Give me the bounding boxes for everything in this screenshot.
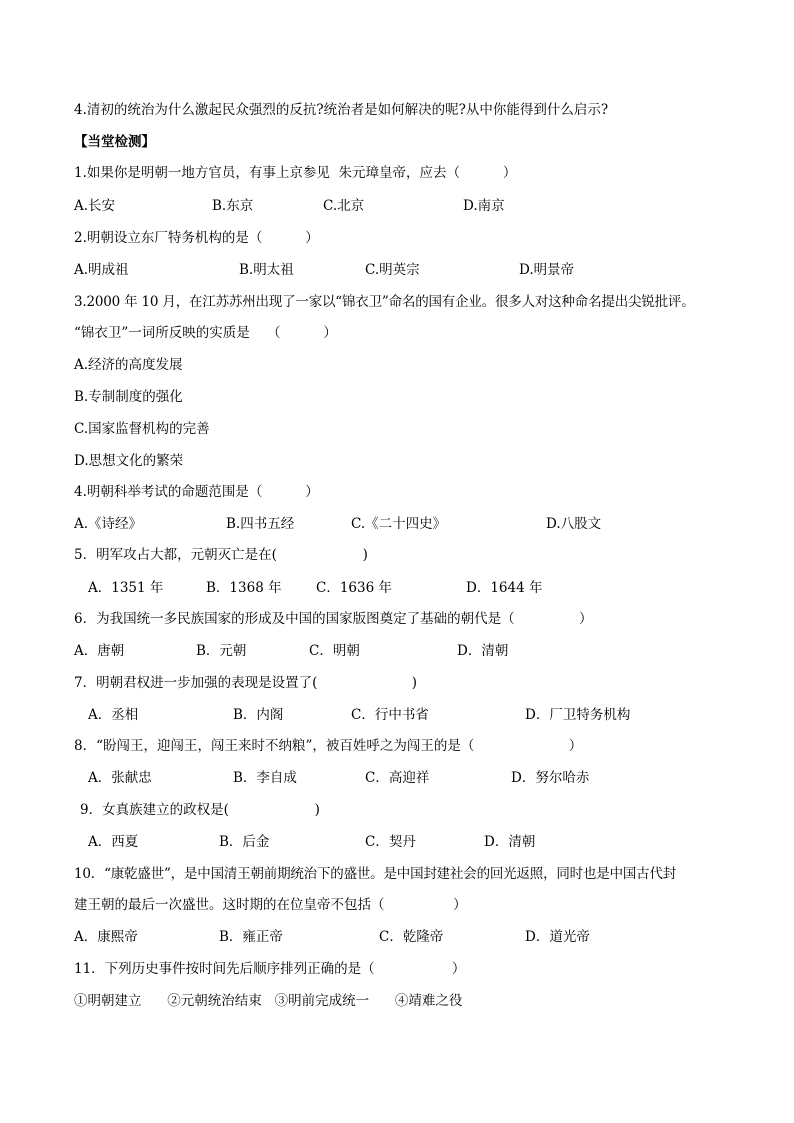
- question-1-option-d: D.南京: [463, 198, 505, 214]
- question-10-option-b: B．雍正帝: [219, 929, 283, 945]
- question-2-option-d: D.明景帝: [519, 262, 575, 278]
- question-1-stem: 1.如果你是明朝一地方官员，有事上京参见 朱元璋皇帝，应去（ ）: [74, 165, 517, 181]
- question-9-option-c: C．契丹: [365, 834, 416, 850]
- question-10-option-d: D．道光帝: [525, 929, 590, 945]
- question-2-stem: 2.明朝设立东厂特务机构的是（ ）: [74, 230, 319, 246]
- question-10-option-a: A．康熙帝: [74, 929, 138, 945]
- question-11-items: ①明朝建立 ②元朝统治结束 ③明前完成统一 ④靖难之役: [74, 993, 463, 1009]
- question-5-stem: 5．明军攻占大都，元朝灭亡是在( ): [74, 547, 368, 563]
- question-3-option-b: B.专制制度的强化: [74, 389, 183, 405]
- question-4-option-a: A.《诗经》: [74, 516, 143, 532]
- question-7-option-c: C．行中书省: [351, 707, 429, 723]
- question-4-stem: 4.明朝科举考试的命题范围是（ ）: [74, 484, 319, 500]
- question-10-stem: 10．“康乾盛世”，是中国清王朝前期统治下的盛世。是中国封建社会的回光返照，同时也是中国古代封: [74, 866, 677, 882]
- question-8-stem: 8．“盼闯王，迎闯王，闯王来时不纳粮”，被百姓呼之为闯王的是（ ）: [74, 738, 583, 754]
- question-3-stem-cont: “锦衣卫”一词所反映的实质是 （ ）: [74, 325, 337, 341]
- question-5-option-d: D．1644 年: [466, 580, 543, 596]
- question-11-stem: 11．下列历史事件按时间先后顺序排列正确的是（ ）: [74, 961, 466, 977]
- question-4-option-d: D.八股文: [546, 516, 602, 532]
- question-10-stem-cont: 建王朝的最后一次盛世。这时期的在位皇帝不包括（ ）: [74, 897, 467, 913]
- question-6-option-d: D．清朝: [457, 643, 509, 659]
- question-10-option-c: C．乾隆帝: [379, 929, 444, 945]
- question-2-option-a: A.明成祖: [74, 262, 129, 278]
- question-7-option-a: A．丞相: [88, 707, 139, 723]
- question-4-option-c: C.《二十四史》: [351, 516, 447, 532]
- question-8-option-b: B．李自成: [233, 770, 297, 786]
- question-1-option-a: A.长安: [74, 198, 116, 214]
- question-9-option-a: A．西夏: [88, 834, 139, 850]
- question-8-option-d: D．努尔哈赤: [511, 770, 590, 786]
- question-3-option-a: A.经济的高度发展: [74, 357, 183, 373]
- question-8-option-a: A．张献忠: [88, 770, 152, 786]
- question-4-option-b: B.四书五经: [226, 516, 295, 532]
- question-1-option-c: C.北京: [323, 198, 365, 214]
- question-6-option-a: A．唐朝: [74, 643, 125, 659]
- question-2-option-b: B.明太祖: [239, 262, 294, 278]
- question-1-option-b: B.东京: [212, 198, 254, 214]
- question-5-option-c: C．1636 年: [316, 580, 392, 596]
- question-3-option-c: C.国家监督机构的完善: [74, 421, 210, 437]
- question-6-option-c: C．明朝: [309, 643, 360, 659]
- section-title: 【当堂检测】: [74, 134, 155, 150]
- question-9-stem: 9．女真族建立的政权是( ): [80, 802, 320, 818]
- question-6-option-b: B．元朝: [196, 643, 247, 659]
- question-9-option-d: D．清朝: [484, 834, 536, 850]
- question-9-option-b: B．后金: [219, 834, 270, 850]
- question-3-stem: 3.2000 年 10 月，在江苏苏州出现了一家以“锦衣卫”命名的国有企业。很多人对这种命名提出尖锐批评。: [74, 294, 695, 310]
- q4-reflect-question: 4.清初的统治为什么激起民众强烈的反抗?统治者是如何解决的呢?从中你能得到什么启示?: [74, 102, 609, 118]
- question-5-option-b: B．1368 年: [206, 580, 282, 596]
- question-2-option-c: C.明英宗: [365, 262, 420, 278]
- question-7-option-b: B．内阁: [233, 707, 284, 723]
- question-5-option-a: A．1351 年: [88, 580, 164, 596]
- question-3-option-d: D.思想文化的繁荣: [74, 453, 184, 469]
- question-7-stem: 7．明朝君权进一步加强的表现是设置了( ): [74, 675, 418, 691]
- question-6-stem: 6．为我国统一多民族国家的形成及中国的国家版图奠定了基础的朝代是（ ）: [74, 611, 593, 627]
- question-8-option-c: C．高迎祥: [365, 770, 430, 786]
- question-7-option-d: D．厂卫特务机构: [525, 707, 631, 723]
